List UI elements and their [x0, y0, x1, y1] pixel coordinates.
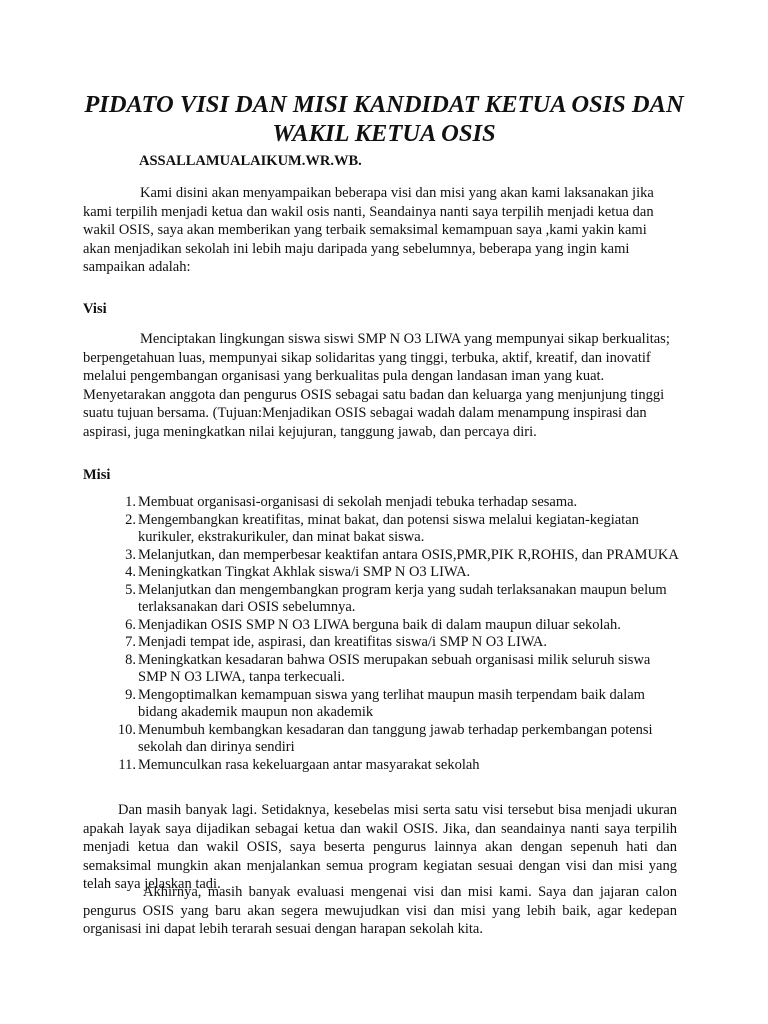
- closing-text-1: Dan masih banyak lagi. Setidaknya, kesebelas misi serta satu visi tersebut bisa menjadi ukuran apakah layak saya dijadikan sebagai ketua dan wakil OSIS. Jika, dan seandainya nanti saya terpilih menjadi ketua dan wakil OSIS, saya beserta pengurus lainnya akan dengan sepenuh hati dan semaksimal mungkin akan menjalankan semua program kegiatan sesuai dengan visi dan misi yang telah saya jelaskan tadi.: [83, 802, 677, 892]
- intro-paragraph: [83, 184, 677, 277]
- misi-item-text: Melanjutkan, dan memperbesar keaktifan antara OSIS,PMR,PIK R,ROHIS, dan PRAMUKA: [138, 546, 679, 563]
- misi-list-item: [110, 617, 680, 635]
- visi-paragraph: [83, 330, 677, 441]
- misi-item-text: Menumbuh kembangkan kesadaran dan tanggung jawab terhadap perkembangan potensi sekolah dan dirinya sendiri: [138, 721, 653, 755]
- closing-text-2: Akhirnya, masih banyak evaluasi mengenai visi dan misi kami. Saya dan jajaran calon pengurus OSIS yang baru akan segera mewujudkan visi dan misi yang lebih baik, agar kedepan organisasi ini dapat lebih terarah sesuai dengan harapan sekolah kita.: [83, 884, 677, 937]
- misi-list: [110, 494, 680, 774]
- misi-list-item: [110, 687, 680, 722]
- misi-heading: Misi: [83, 467, 111, 483]
- misi-item-number: 7.: [125, 634, 136, 650]
- misi-item-number: 1.: [125, 494, 136, 510]
- visi-heading: Visi: [83, 301, 107, 317]
- misi-item-text: Melanjutkan dan mengembangkan program kerja yang sudah terlaksanakan maupun belum terlaksanakan dari OSIS sebelumnya.: [138, 581, 667, 615]
- misi-item-number: 6.: [125, 616, 136, 633]
- misi-list-item: [110, 652, 680, 687]
- misi-item-number: 5.: [125, 581, 136, 598]
- visi-text: Menciptakan lingkungan siswa siswi SMP N O3 LIWA yang mempunyai sikap berkualitas; berpengetahuan luas, mempunyai sikap solidaritas yang tinggi, terbuka, aktif, kreatif, dan inovatif melalui pengembangan organisasi yang berkualitas pula dengan landasan iman yang kuat. Menyetarakan anggota dan pengurus OSIS sebagai satu badan dan keluarga yang menjunjung tinggi suatu tujuan bersama. (Tujuan:Menjadikan OSIS sebagai wadah dalam menampung inspirasi dan aspirasi, juga meningkatkan nilai kejujuran, tanggung jawab, dan percaya diri.: [83, 331, 670, 440]
- misi-item-text: Menjadikan OSIS SMP N O3 LIWA berguna baik di dalam maupun diluar sekolah.: [138, 616, 621, 633]
- misi-list-item: [110, 494, 680, 512]
- document-title: PIDATO VISI DAN MISI KANDIDAT KETUA OSIS DAN WAKIL KETUA OSIS: [84, 91, 684, 147]
- misi-item-text: Mengembangkan kreatifitas, minat bakat, dan potensi siswa melalui kegiatan-kegiatan kurikuler, ekstrakurikuler, dan minat bakat siswa.: [138, 511, 639, 545]
- intro-text: Kami disini akan menyampaikan beberapa visi dan misi yang akan kami laksanakan jika kami terpilih menjadi ketua dan wakil osis nanti, Seandainya nanti saya terpilih menjadi ketua dan wakil OSIS, saya akan memberikan yang terbaik semaksimal kemampuan saya ,kami yakin kami akan menjadikan sekolah ini lebih maju daripada yang sebelumnya, beberapa yang ingin kami sampaikan adalah:: [83, 185, 654, 275]
- misi-item-number: 8.: [125, 651, 136, 668]
- misi-item-number: 9.: [125, 686, 136, 703]
- misi-item-number: 3.: [125, 546, 136, 563]
- misi-list-item: [110, 512, 680, 547]
- misi-item-text: Meningkatkan Tingkat Akhlak siswa/i SMP N O3 LIWA.: [138, 564, 471, 580]
- misi-item-number: 11.: [118, 756, 136, 773]
- misi-list-item: [110, 564, 680, 582]
- closing-paragraph-1: [83, 801, 677, 894]
- misi-list-item: [110, 634, 680, 652]
- misi-item-text: Memunculkan rasa kekeluargaan antar masyarakat sekolah: [138, 756, 480, 773]
- misi-item-text: Menjadi tempat ide, aspirasi, dan kreatifitas siswa/i SMP N O3 LIWA.: [138, 634, 548, 650]
- misi-item-number: 4.: [125, 564, 136, 580]
- greeting: ASSALLAMUALAIKUM.WR.WB.: [139, 153, 362, 169]
- misi-item-number: 10.: [117, 721, 136, 738]
- misi-item-text: Membuat organisasi-organisasi di sekolah menjadi tebuka terhadap sesama.: [138, 494, 578, 510]
- misi-list-item: [110, 722, 680, 757]
- misi-list-item: [110, 547, 680, 565]
- closing-paragraph-2: [83, 883, 677, 939]
- misi-item-text: Meningkatkan kesadaran bahwa OSIS merupakan sebuah organisasi milik seluruh siswa SMP N O3 LIWA, tanpa terkecuali.: [138, 651, 651, 685]
- misi-item-number: 2.: [125, 511, 136, 528]
- misi-item-text: Mengoptimalkan kemampuan siswa yang terlihat maupun masih terpendam baik dalam bidang akademik maupun non akademik: [138, 686, 645, 720]
- misi-list-item: [110, 582, 680, 617]
- misi-list-item: [110, 757, 680, 775]
